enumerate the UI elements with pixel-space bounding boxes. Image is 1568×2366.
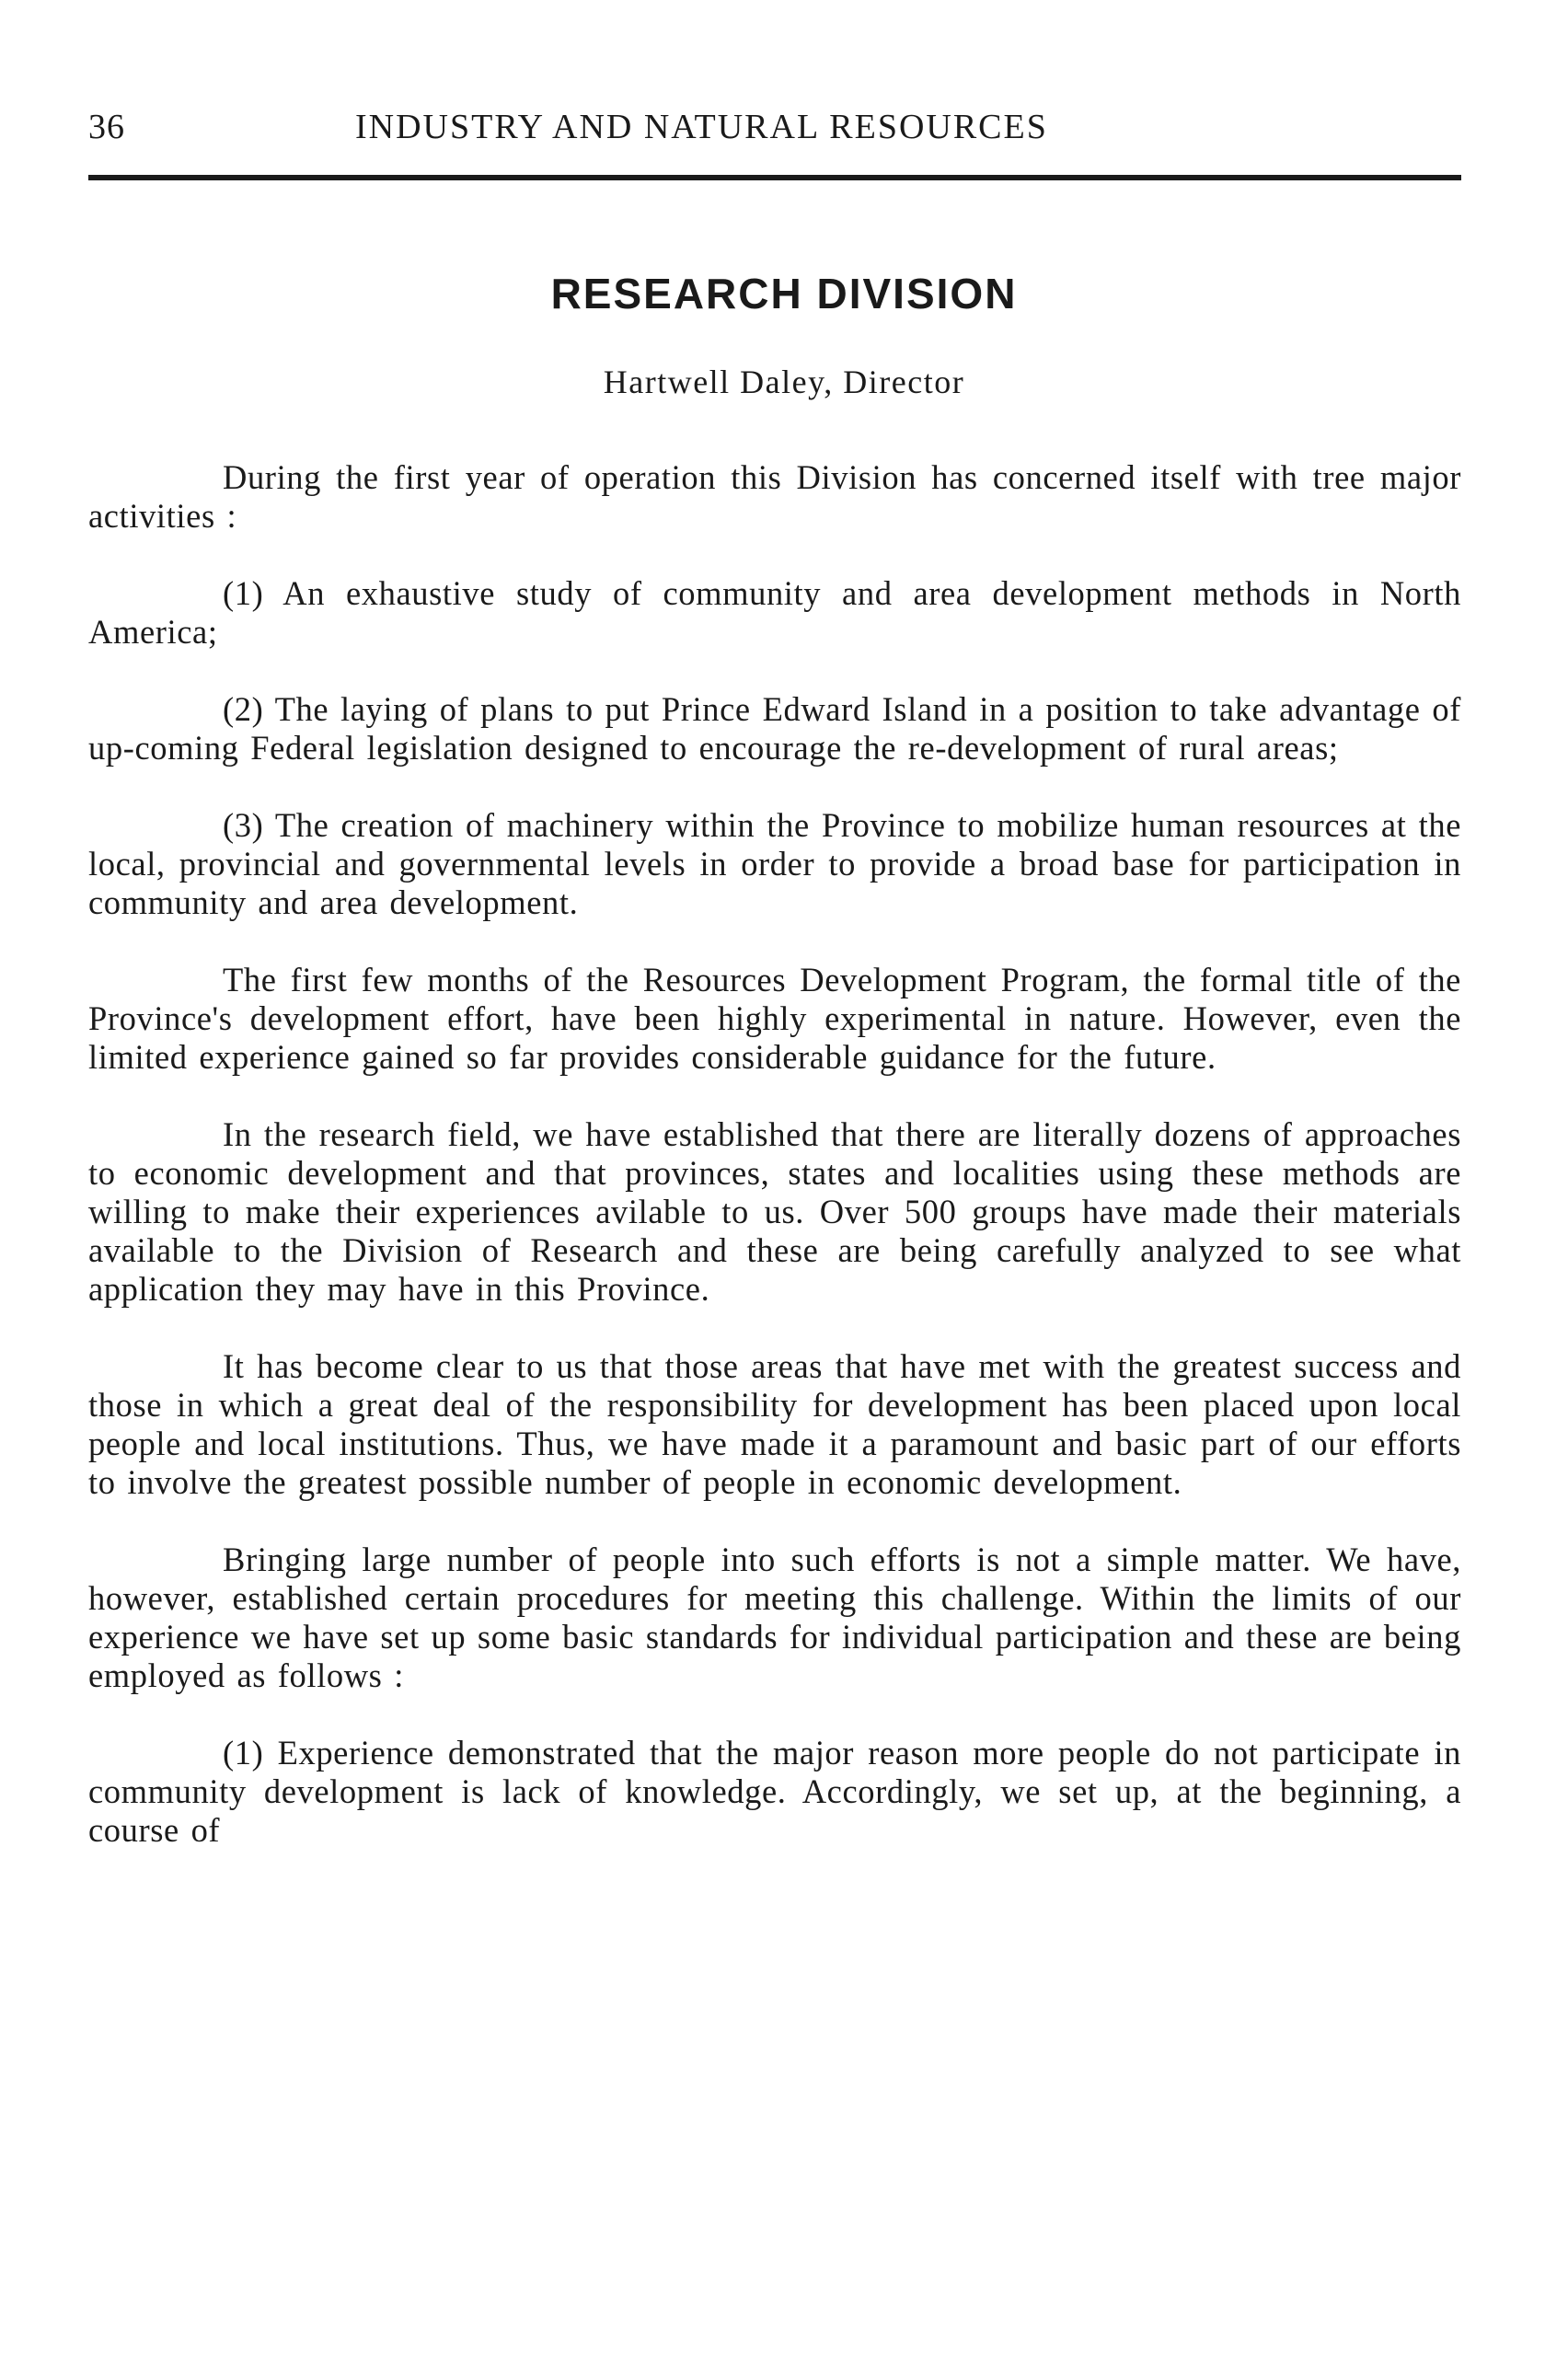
byline: Hartwell Daley, Director bbox=[603, 364, 965, 400]
paragraph-research-field: In the research field, we have established that there are literally dozens of approaches to economic development and that provinces, states and localities using these methods are willing to make their experiences avilable to us. Over 500 groups have made their materials available to the Division of Research and these are being carefully analyzed to see what application they may have in this Province. bbox=[88, 1115, 1461, 1308]
paragraph-knowledge: (1) Experience demonstrated that the major reason more people do not participate in community development is lack of knowledge. Accordingly, we set up, at the beginning, a course of bbox=[88, 1734, 1461, 1849]
paragraph-activity-2: (2) The laying of plans to put Prince Edward Island in a position to take advantage of up-coming Federal legislation designed to encourage the re-development of rural areas; bbox=[88, 690, 1461, 767]
section-title: RESEARCH DIVISION bbox=[550, 270, 1018, 317]
body-text bbox=[88, 458, 1461, 1850]
paragraph-program: The first few months of the Resources Development Program, the formal title of the Province's development effort, have been highly experimental in nature. However, even the limited experience gained so far provides considerable guidance for the future. bbox=[88, 961, 1461, 1076]
running-head: INDUSTRY AND NATURAL RESOURCES bbox=[355, 108, 1048, 146]
paragraph-activity-3: (3) The creation of machinery within the Province to mobilize human resources at the local, provincial and governmental levels in order to provide a broad base for participation in community and area development. bbox=[88, 806, 1461, 921]
paragraph-activity-1: (1) An exhaustive study of community and area development methods in North America; bbox=[88, 574, 1461, 651]
page-header bbox=[88, 107, 1459, 153]
header-rule bbox=[88, 175, 1461, 180]
paragraph-intro: During the first year of operation this Division has concerned itself with tree major activities : bbox=[88, 458, 1461, 535]
paragraph-participation: Bringing large number of people into such efforts is not a simple matter. We have, however, established certain procedures for meeting this challenge. Within the limits of our experience we have set up some basic standards for individual participation and these are being employed as follows : bbox=[88, 1541, 1461, 1694]
page-number: 36 bbox=[88, 108, 125, 146]
paragraph-local-people: It has become clear to us that those areas that have met with the greatest success and those in which a great deal of the responsibility for development has been placed upon local people and local institutions. Thus, we have made it a paramount and basic part of our efforts to involve the greatest possible number of people in economic development. bbox=[88, 1347, 1461, 1501]
